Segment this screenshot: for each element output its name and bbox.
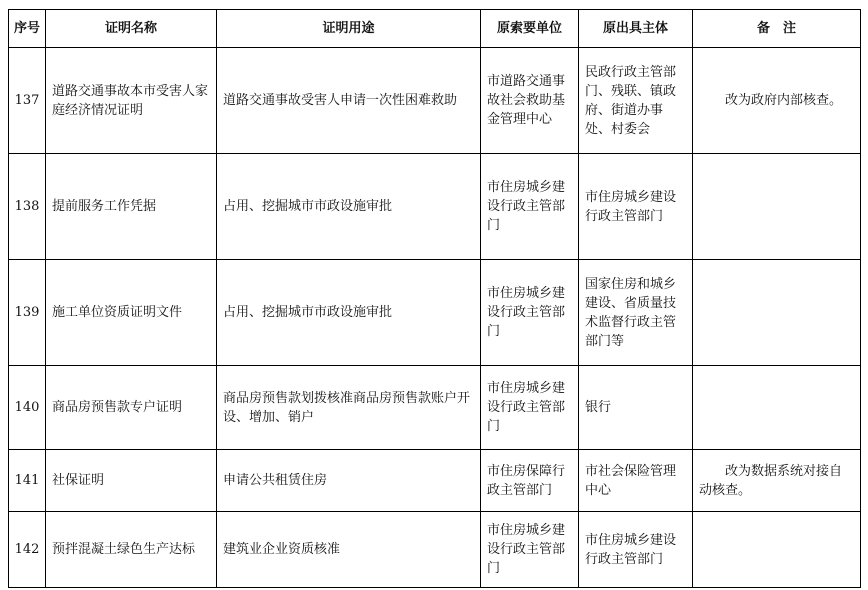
table-row [9, 154, 861, 260]
row-serial-number: 142 [9, 512, 46, 588]
row-original-issuer: 市社会保险管理中心 [579, 450, 693, 512]
row-original-issuer: 市住房城乡建设行政主管部门 [579, 154, 693, 260]
row-original-requester: 市住房城乡建设行政主管部门 [481, 512, 579, 588]
header-certificate-name: 证明名称 [46, 10, 217, 48]
certificate-table [8, 9, 861, 588]
row-certificate-name: 道路交通事故本市受害人家庭经济情况证明 [46, 48, 217, 154]
row-original-requester: 市住房城乡建设行政主管部门 [481, 366, 579, 450]
row-remarks [693, 154, 861, 260]
row-original-requester: 市住房城乡建设行政主管部门 [481, 154, 579, 260]
row-certificate-name: 提前服务工作凭据 [46, 154, 217, 260]
header-serial-number: 序号 [9, 10, 46, 48]
row-remarks [693, 512, 861, 588]
row-certificate-use: 占用、挖掘城市市政设施审批 [217, 260, 481, 366]
row-original-requester: 市住房城乡建设行政主管部门 [481, 260, 579, 366]
row-certificate-name: 预拌混凝土绿色生产达标 [46, 512, 217, 588]
row-original-requester: 市住房保障行政主管部门 [481, 450, 579, 512]
row-original-issuer: 国家住房和城乡建设、省质量技术监督行政主管部门等 [579, 260, 693, 366]
row-serial-number: 140 [9, 366, 46, 450]
row-serial-number: 137 [9, 48, 46, 154]
row-remarks [693, 260, 861, 366]
table-row [9, 260, 861, 366]
row-original-requester: 市道路交通事故社会救助基金管理中心 [481, 48, 579, 154]
row-original-issuer: 民政行政主管部门、残联、镇政府、街道办事处、村委会 [579, 48, 693, 154]
row-serial-number: 141 [9, 450, 46, 512]
row-remarks: 改为政府内部核查。 [693, 48, 861, 154]
row-certificate-use: 商品房预售款划拨核准商品房预售款账户开设、增加、销户 [217, 366, 481, 450]
row-certificate-use: 道路交通事故受害人申请一次性困难救助 [217, 48, 481, 154]
row-certificate-use: 申请公共租赁住房 [217, 450, 481, 512]
header-original-requester: 原索要单位 [481, 10, 579, 48]
header-remarks: 备 注 [693, 10, 861, 48]
row-remarks [693, 366, 861, 450]
row-certificate-name: 施工单位资质证明文件 [46, 260, 217, 366]
row-certificate-use: 占用、挖掘城市市政设施审批 [217, 154, 481, 260]
row-original-issuer: 银行 [579, 366, 693, 450]
header-original-issuer: 原出具主体 [579, 10, 693, 48]
header-certificate-use: 证明用途 [217, 10, 481, 48]
row-remarks: 改为数据系统对接自动核查。 [693, 450, 861, 512]
row-certificate-name: 社保证明 [46, 450, 217, 512]
row-certificate-name: 商品房预售款专户证明 [46, 366, 217, 450]
table-row [9, 366, 861, 450]
row-certificate-use: 建筑业企业资质核准 [217, 512, 481, 588]
table-row [9, 450, 861, 512]
table-row [9, 512, 861, 588]
table-row [9, 48, 861, 154]
table-header-row [9, 10, 861, 48]
row-serial-number: 138 [9, 154, 46, 260]
row-original-issuer: 市住房城乡建设行政主管部门 [579, 512, 693, 588]
row-serial-number: 139 [9, 260, 46, 366]
